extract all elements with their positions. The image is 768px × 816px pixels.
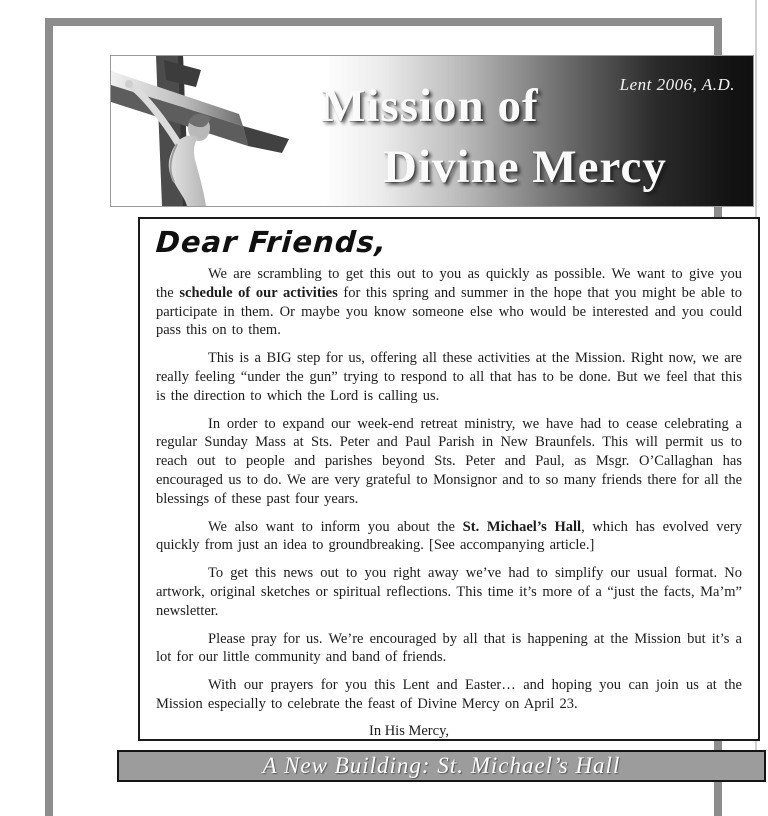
footer-banner-title: A New Building: St. Michael’s Hall (262, 753, 621, 778)
masthead-title-line1: Mission of (321, 80, 539, 132)
letter-salutation: Dear Friends, (154, 225, 389, 259)
issue-date: Lent 2006, A.D. (619, 75, 735, 94)
letter-paragraph: This is a BIG step for us, offering all these activities at the Mission. Right now, we are really feeling “under the gun” trying to respond to all that has to be done. But we feel that this is the direction to which the Lord is calling us. (156, 350, 742, 404)
letter-body (156, 265, 742, 714)
letter-paragraph: We are scrambling to get this out to you as quickly as possible. We want to give you the schedule of our activities for this spring and summer in the hope that you might be able to participate in them. Or maybe you know someone else who would be interested and you could pass this on to them. (156, 266, 743, 339)
masthead (111, 56, 753, 206)
page-border-frame (45, 18, 743, 816)
masthead-title-line2: Divine Mercy (383, 141, 667, 193)
letter-paragraph: To get this news out to you right away we’ve had to simplify our usual format. No artwork, original sketches or spiritual reflections. This time it’s more of a “just the facts, Ma’m” newsletter. (156, 565, 742, 619)
letter-paragraph: With our prayers for you this Lent and Easter… and hoping you can join us at the Mission especially to celebrate the feast of Divine Mercy on April 23. (156, 677, 742, 712)
letter-paragraph: We also want to inform you about the St. Michael’s Hall, which has evolved very quickly from just an idea to groundbreaking. [See accompanying article.] (156, 518, 742, 554)
footer-banner (117, 750, 766, 782)
crucifix-icon (111, 56, 326, 206)
letter-paragraph: Please pray for us. We’re encouraged by all that is happening at the Mission but it’s a lot for our little community and band of friends. (156, 630, 742, 666)
letter-closing: In His Mercy, (369, 722, 449, 739)
letter-box (138, 217, 760, 741)
letter-paragraph: In order to expand our week-end retreat ministry, we have had to cease celebrating a regular Sunday Mass at Sts. Peter and Paul Parish in New Braunfels. This will permit us to reach out to people and parishes beyond Sts. Peter and Paul, as Msgr. O’Callaghan has encouraged us to do. We are very grateful to Monsignor and to so many friends there for all the blessings of these past four years. (156, 415, 742, 507)
crucifix-photo (111, 56, 326, 206)
